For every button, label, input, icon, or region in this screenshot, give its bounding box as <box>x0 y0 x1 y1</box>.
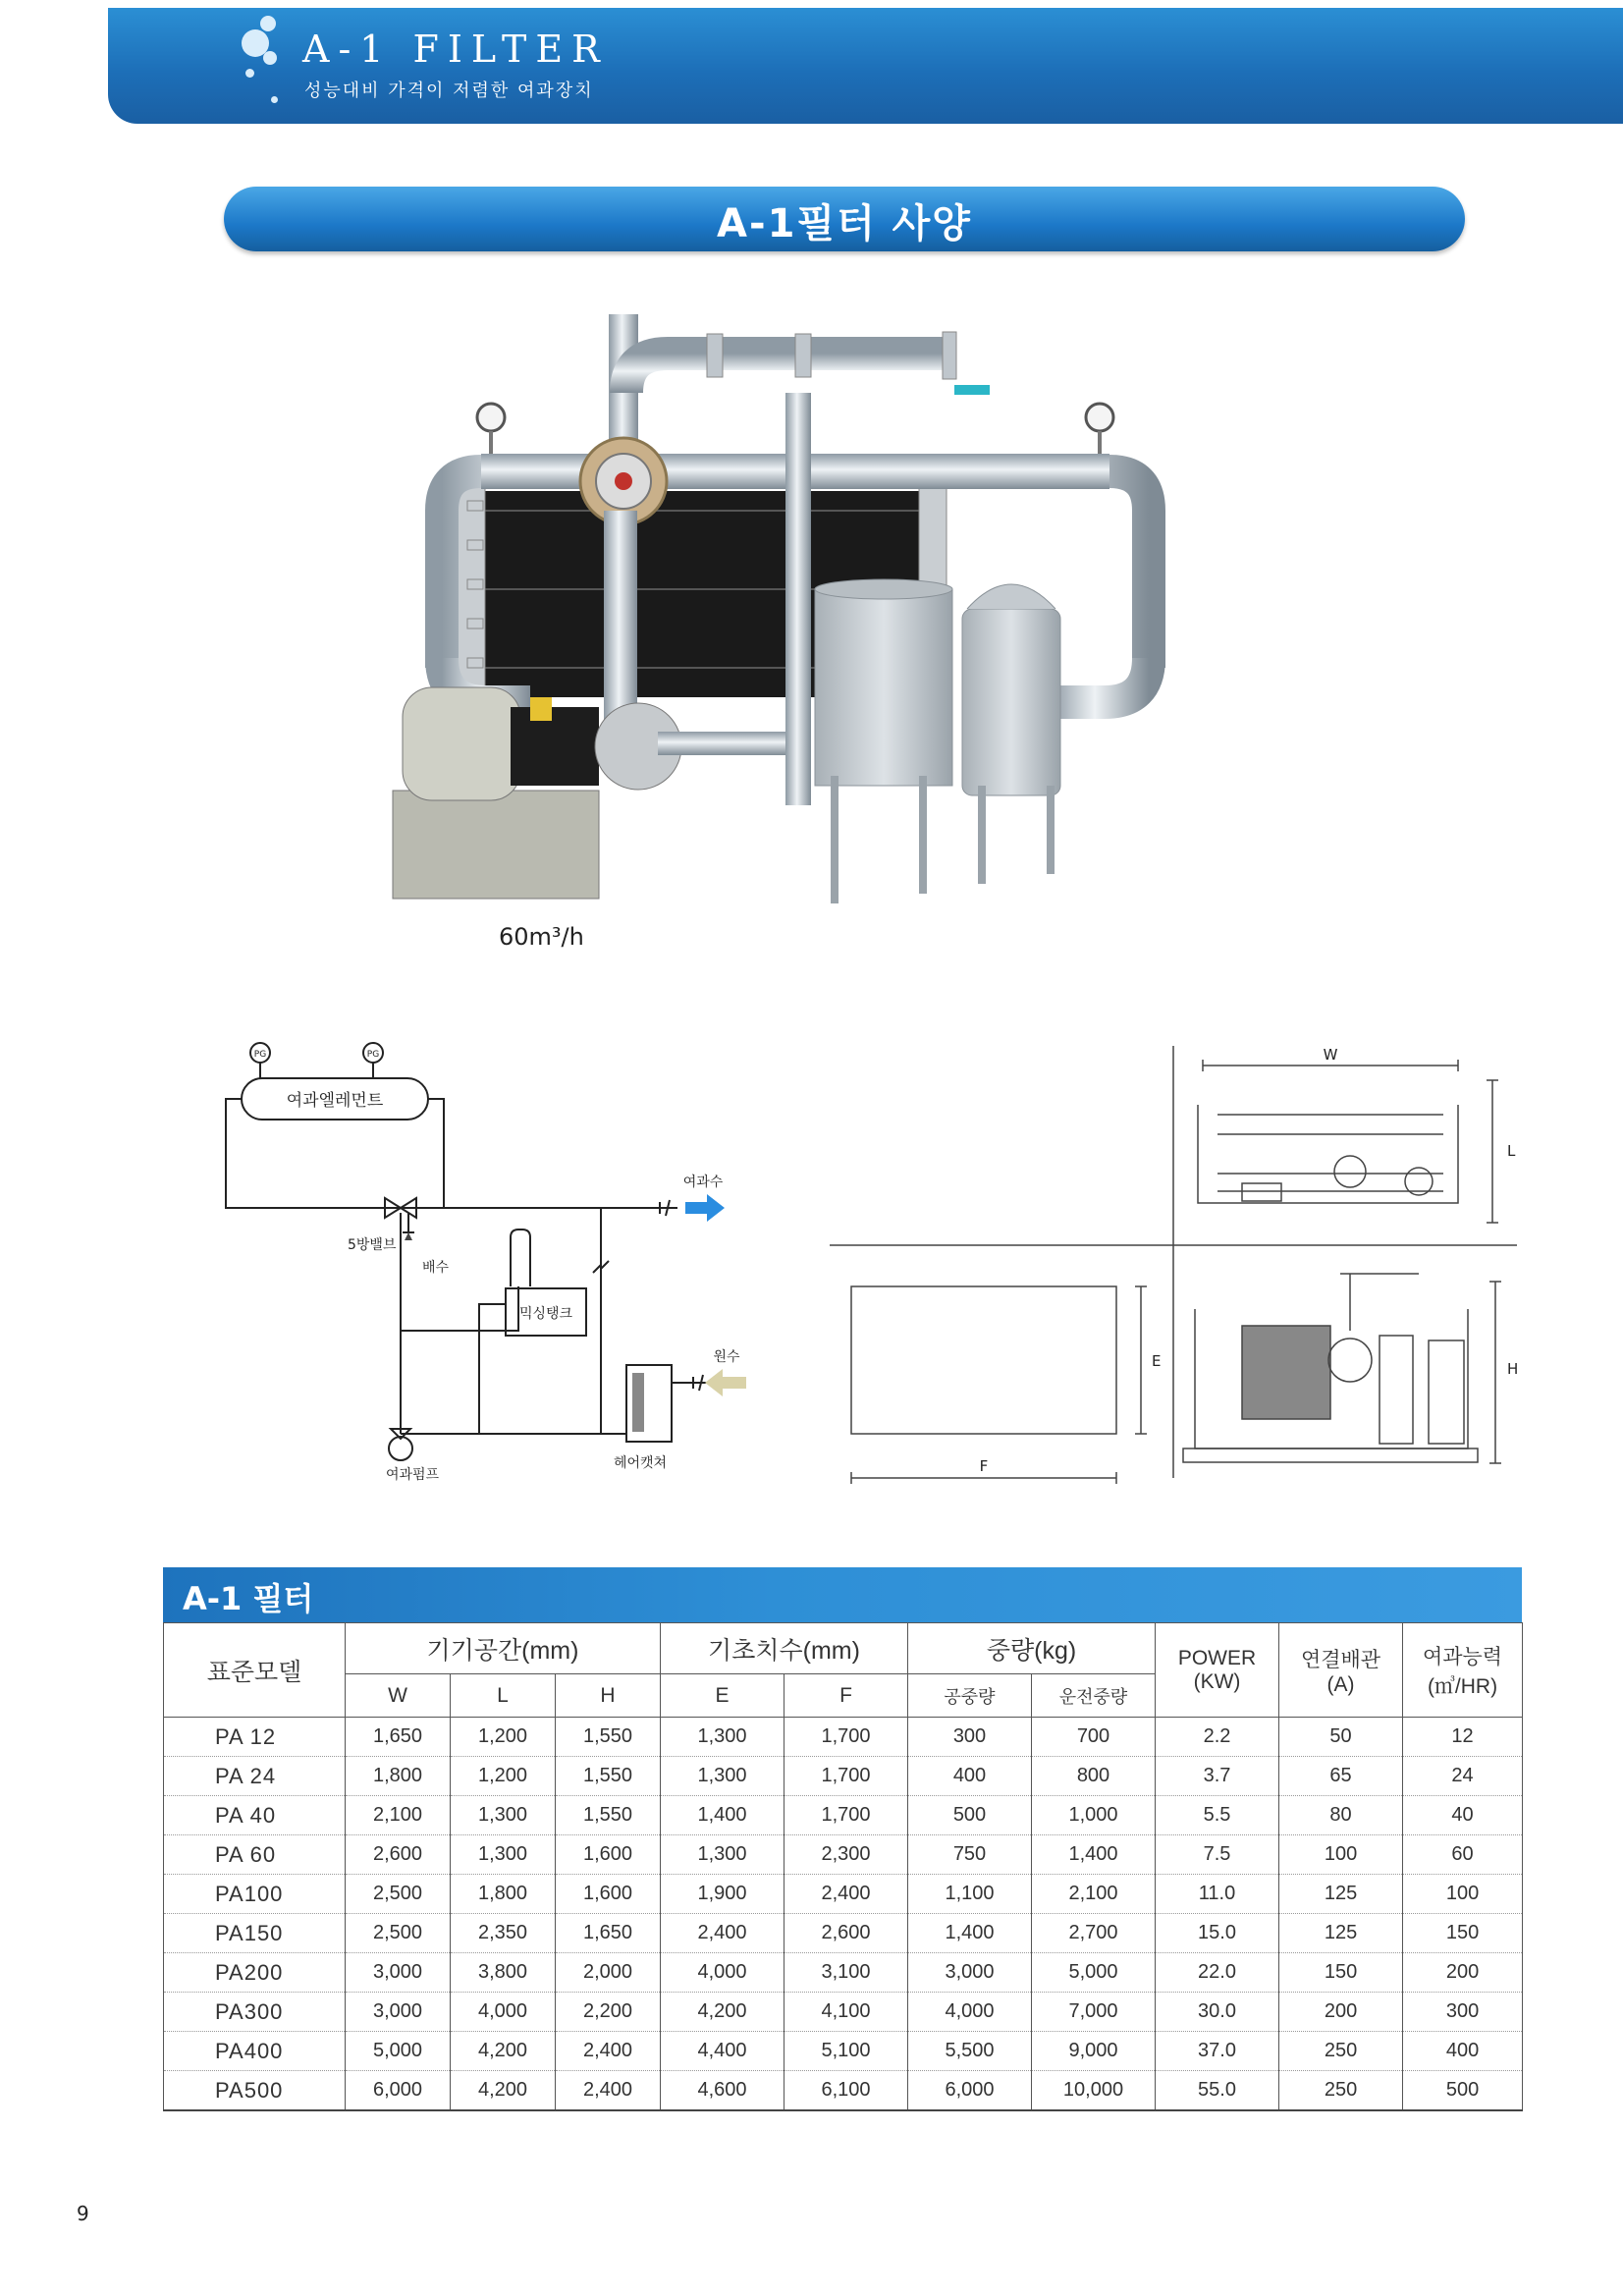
table-cell: 1,800 <box>346 1757 451 1796</box>
table-cell: 1,600 <box>556 1835 661 1875</box>
table-cell: 15.0 <box>1156 1914 1279 1953</box>
table-cell: 4,200 <box>451 2071 556 2111</box>
table-cell: 2,500 <box>346 1875 451 1914</box>
model-cell: PA400 <box>164 2032 346 2071</box>
table-cell: 3.7 <box>1156 1757 1279 1796</box>
table-cell: 80 <box>1279 1796 1403 1835</box>
table-row <box>164 1835 1523 1875</box>
table-cell: 4,100 <box>784 1993 908 2032</box>
table-cell: 3,100 <box>784 1953 908 1993</box>
table-cell: 125 <box>1279 1875 1403 1914</box>
table-cell: 2,100 <box>1032 1875 1156 1914</box>
header-operating-weight: 운전중량 <box>1032 1674 1156 1718</box>
header-space: 기기공간(mm) <box>346 1623 661 1674</box>
table-cell: 150 <box>1403 1914 1523 1953</box>
header-l: L <box>451 1674 556 1718</box>
header-subtitle: 성능대비 가격이 저렴한 여과장치 <box>304 81 594 101</box>
model-cell: PA 40 <box>164 1796 346 1835</box>
table-row <box>164 2032 1523 2071</box>
table-cell: 7,000 <box>1032 1993 1156 2032</box>
table-cell: 700 <box>1032 1718 1156 1757</box>
model-cell: PA 60 <box>164 1835 346 1875</box>
table-cell: 200 <box>1403 1953 1523 1993</box>
table-cell: 22.0 <box>1156 1953 1279 1993</box>
table-cell: 1,550 <box>556 1796 661 1835</box>
table-cell: 65 <box>1279 1757 1403 1796</box>
dim-e-label: E <box>1152 1352 1162 1370</box>
header-weight: 중량(kg) <box>908 1623 1156 1674</box>
table-cell: 3,000 <box>346 1953 451 1993</box>
spec-table <box>163 1622 1523 2111</box>
table-cell: 2,400 <box>661 1914 784 1953</box>
table-cell: 2,400 <box>556 2071 661 2111</box>
table-cell: 1,200 <box>451 1757 556 1796</box>
table-cell: 10,000 <box>1032 2071 1156 2111</box>
table-cell: 100 <box>1279 1835 1403 1875</box>
dim-l-label: L <box>1507 1142 1516 1160</box>
table-title: A-1 필터 <box>183 1580 314 1617</box>
table-cell: 300 <box>908 1718 1032 1757</box>
table-cell: 500 <box>1403 2071 1523 2111</box>
header-w: W <box>346 1674 451 1718</box>
element-label: 여과엘레먼트 <box>286 1091 384 1111</box>
table-cell: 6,000 <box>346 2071 451 2111</box>
table-cell: 5.5 <box>1156 1796 1279 1835</box>
table-cell: 2,500 <box>346 1914 451 1953</box>
table-cell: 50 <box>1279 1718 1403 1757</box>
table-cell: 4,400 <box>661 2032 784 2071</box>
table-cell: 12 <box>1403 1718 1523 1757</box>
table-cell: 9,000 <box>1032 2032 1156 2071</box>
table-cell: 2,400 <box>784 1875 908 1914</box>
table-cell: 1,650 <box>556 1914 661 1953</box>
table-cell: 5,000 <box>1032 1953 1156 1993</box>
table-cell: 1,300 <box>451 1835 556 1875</box>
table-cell: 2,350 <box>451 1914 556 1953</box>
table-cell: 4,600 <box>661 2071 784 2111</box>
header-h: H <box>556 1674 661 1718</box>
table-cell: 5,100 <box>784 2032 908 2071</box>
table-cell: 2.2 <box>1156 1718 1279 1757</box>
table-cell: 1,300 <box>661 1757 784 1796</box>
table-cell: 750 <box>908 1835 1032 1875</box>
gauge-label-left: PG <box>253 1050 267 1060</box>
table-cell: 200 <box>1279 1993 1403 2032</box>
table-cell: 400 <box>1403 2032 1523 2071</box>
table-cell: 6,100 <box>784 2071 908 2111</box>
table-row <box>164 1718 1523 1757</box>
mixing-tank-label: 믹싱탱크 <box>518 1306 573 1322</box>
header-power: POWER (KW) <box>1156 1623 1279 1718</box>
table-cell: 1,000 <box>1032 1796 1156 1835</box>
table-row <box>164 1757 1523 1796</box>
header-model: 표준모델 <box>164 1623 346 1718</box>
table-cell: 4,000 <box>908 1993 1032 2032</box>
table-cell: 11.0 <box>1156 1875 1279 1914</box>
table-cell: 1,100 <box>908 1875 1032 1914</box>
table-cell: 2,100 <box>346 1796 451 1835</box>
table-row <box>164 1914 1523 1953</box>
section-title: A-1필터 사양 <box>717 201 972 246</box>
model-cell: PA200 <box>164 1953 346 1993</box>
table-cell: 40 <box>1403 1796 1523 1835</box>
table-cell: 1,300 <box>451 1796 556 1835</box>
table-cell: 1,550 <box>556 1718 661 1757</box>
dimension-diagram <box>830 1046 1517 1488</box>
table-row <box>164 1993 1523 2032</box>
table-cell: 1,300 <box>661 1718 784 1757</box>
dim-w-label: W <box>1323 1046 1338 1064</box>
filter-unit-photo <box>373 314 1227 923</box>
table-cell: 500 <box>908 1796 1032 1835</box>
model-cell: PA 24 <box>164 1757 346 1796</box>
header-capacity: 여과능력 (㎥/HR) <box>1403 1623 1523 1718</box>
table-cell: 1,900 <box>661 1875 784 1914</box>
table-cell: 2,400 <box>556 2032 661 2071</box>
page-number: 9 <box>77 2202 89 2225</box>
table-row <box>164 1796 1523 1835</box>
table-cell: 60 <box>1403 1835 1523 1875</box>
header-title: A-1 FILTER <box>302 27 609 71</box>
header-f: F <box>784 1674 908 1718</box>
table-cell: 2,600 <box>784 1914 908 1953</box>
model-cell: PA300 <box>164 1993 346 2032</box>
table-cell: 100 <box>1403 1875 1523 1914</box>
table-row <box>164 1953 1523 1993</box>
model-cell: PA500 <box>164 2071 346 2111</box>
filtered-water-arrow <box>685 1194 725 1222</box>
header-foundation: 기초치수(mm) <box>661 1623 908 1674</box>
table-cell: 125 <box>1279 1914 1403 1953</box>
dim-h-label: H <box>1507 1360 1519 1378</box>
dim-f-label: F <box>979 1457 989 1475</box>
header-pipe: 연결배관 (A) <box>1279 1623 1403 1718</box>
table-cell: 1,700 <box>784 1757 908 1796</box>
table-cell: 1,700 <box>784 1718 908 1757</box>
table-cell: 2,000 <box>556 1953 661 1993</box>
model-cell: PA 12 <box>164 1718 346 1757</box>
table-cell: 250 <box>1279 2071 1403 2111</box>
table-cell: 1,800 <box>451 1875 556 1914</box>
header-e: E <box>661 1674 784 1718</box>
table-cell: 4,200 <box>451 2032 556 2071</box>
table-cell: 1,700 <box>784 1796 908 1835</box>
table-cell: 24 <box>1403 1757 1523 1796</box>
table-cell: 5,500 <box>908 2032 1032 2071</box>
table-cell: 37.0 <box>1156 2032 1279 2071</box>
table-cell: 300 <box>1403 1993 1523 2032</box>
table-cell: 2,300 <box>784 1835 908 1875</box>
model-cell: PA100 <box>164 1875 346 1914</box>
drain-label: 배수 <box>422 1260 450 1276</box>
table-cell: 1,400 <box>661 1796 784 1835</box>
table-cell: 1,650 <box>346 1718 451 1757</box>
table-cell: 1,300 <box>661 1835 784 1875</box>
photo-caption: 60m³/h <box>499 923 584 951</box>
table-cell: 1,600 <box>556 1875 661 1914</box>
hair-catcher-label: 헤어캣쳐 <box>613 1455 668 1471</box>
table-cell: 150 <box>1279 1953 1403 1993</box>
flow-diagram <box>216 1041 766 1483</box>
table-cell: 6,000 <box>908 2071 1032 2111</box>
filtered-label: 여과수 <box>682 1175 724 1190</box>
table-banner <box>163 1567 1522 1622</box>
table-cell: 4,000 <box>451 1993 556 2032</box>
table-cell: 4,000 <box>661 1953 784 1993</box>
pump <box>389 1437 412 1460</box>
table-cell: 1,400 <box>1032 1835 1156 1875</box>
table-cell: 3,000 <box>346 1993 451 2032</box>
pump-label: 여과펌프 <box>385 1467 440 1483</box>
table-cell: 250 <box>1279 2032 1403 2071</box>
table-cell: 2,200 <box>556 1993 661 2032</box>
table-cell: 3,000 <box>908 1953 1032 1993</box>
model-cell: PA150 <box>164 1914 346 1953</box>
gauge-label-right: PG <box>366 1050 380 1060</box>
table-cell: 5,000 <box>346 2032 451 2071</box>
table-cell: 1,200 <box>451 1718 556 1757</box>
table-row <box>164 1875 1523 1914</box>
table-cell: 4,200 <box>661 1993 784 2032</box>
table-cell: 2,600 <box>346 1835 451 1875</box>
header-empty-weight: 공중량 <box>908 1674 1032 1718</box>
table-cell: 55.0 <box>1156 2071 1279 2111</box>
table-cell: 1,400 <box>908 1914 1032 1953</box>
table-cell: 800 <box>1032 1757 1156 1796</box>
table-cell: 7.5 <box>1156 1835 1279 1875</box>
raw-label: 원수 <box>713 1349 740 1365</box>
table-cell: 1,550 <box>556 1757 661 1796</box>
table-cell: 400 <box>908 1757 1032 1796</box>
table-row <box>164 2071 1523 2111</box>
table-cell: 2,700 <box>1032 1914 1156 1953</box>
table-cell: 30.0 <box>1156 1993 1279 2032</box>
raw-water-arrow <box>705 1369 746 1396</box>
valve-label: 5방밸브 <box>348 1237 397 1253</box>
table-cell: 3,800 <box>451 1953 556 1993</box>
